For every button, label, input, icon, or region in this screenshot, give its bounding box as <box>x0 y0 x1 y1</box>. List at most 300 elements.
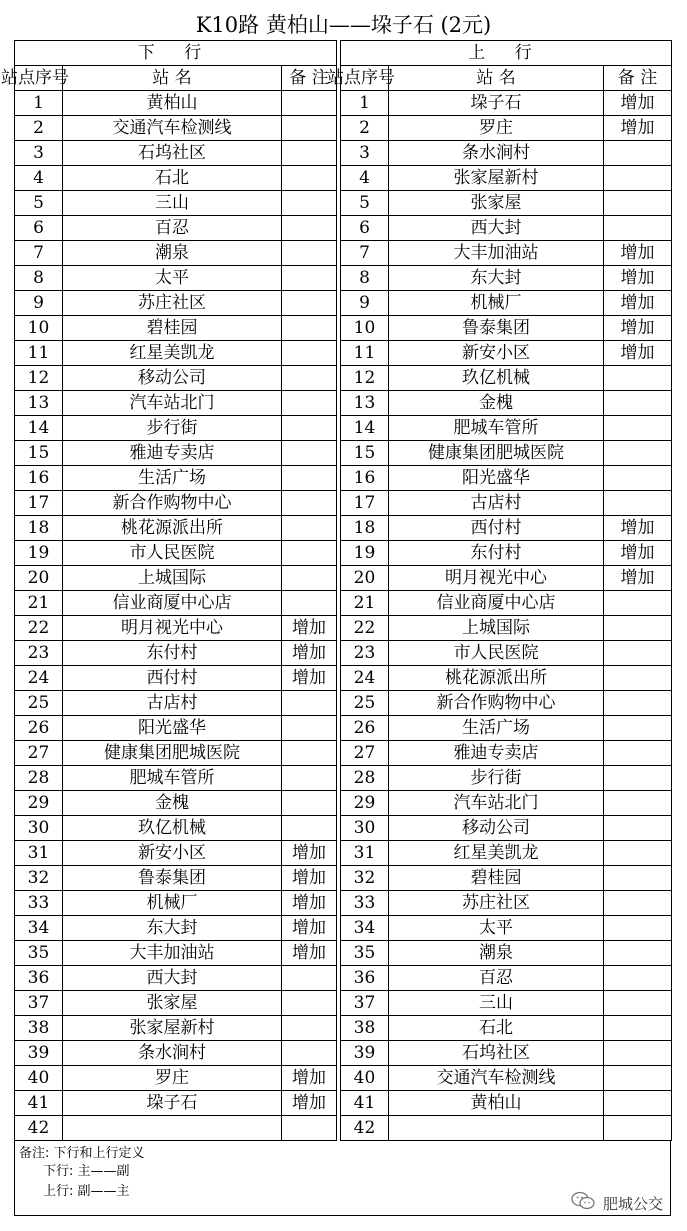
station-name: 金槐 <box>63 791 282 816</box>
station-seq: 31 <box>15 841 63 866</box>
station-seq: 10 <box>341 316 389 341</box>
station-name: 交通汽车检测线 <box>63 116 282 141</box>
station-note <box>604 216 672 241</box>
table-row <box>15 391 337 416</box>
station-seq: 16 <box>341 466 389 491</box>
table-row <box>15 991 337 1016</box>
station-note <box>282 116 337 141</box>
station-note <box>282 416 337 441</box>
table-row <box>15 216 337 241</box>
station-name: 潮泉 <box>63 241 282 266</box>
station-seq: 6 <box>15 216 63 241</box>
table-row <box>15 116 337 141</box>
station-name: 步行街 <box>389 766 604 791</box>
station-name: 上城国际 <box>389 616 604 641</box>
station-seq: 23 <box>341 641 389 666</box>
table-row <box>341 216 672 241</box>
station-name: 雅迪专卖店 <box>63 441 282 466</box>
station-name: 新合作购物中心 <box>63 491 282 516</box>
table-row <box>341 591 672 616</box>
station-note: 增加 <box>604 541 672 566</box>
station-note: 增加 <box>282 1066 337 1091</box>
station-note <box>282 291 337 316</box>
table-row <box>341 841 672 866</box>
station-note <box>282 1016 337 1041</box>
station-note <box>282 241 337 266</box>
station-name: 三山 <box>63 191 282 216</box>
remarks-line-2: 下行: 主——副 <box>43 1164 130 1179</box>
table-row <box>341 1116 672 1141</box>
station-seq: 37 <box>341 991 389 1016</box>
station-seq: 26 <box>15 716 63 741</box>
header-station-name: 站 名 <box>63 66 282 91</box>
station-note <box>282 316 337 341</box>
table-row <box>341 241 672 266</box>
station-name: 张家屋 <box>389 191 604 216</box>
station-seq: 11 <box>15 341 63 366</box>
station-note <box>604 441 672 466</box>
table-row <box>15 366 337 391</box>
station-note <box>282 366 337 391</box>
station-seq: 24 <box>15 666 63 691</box>
station-seq: 37 <box>15 991 63 1016</box>
table-row <box>15 791 337 816</box>
table-row <box>15 691 337 716</box>
table-row <box>15 641 337 666</box>
table-row <box>341 491 672 516</box>
table-row <box>15 966 337 991</box>
station-name <box>389 1116 604 1141</box>
station-name: 石坞社区 <box>63 141 282 166</box>
station-name: 西大封 <box>63 966 282 991</box>
station-seq: 38 <box>15 1016 63 1041</box>
station-seq: 40 <box>15 1066 63 1091</box>
station-seq: 21 <box>341 591 389 616</box>
station-seq: 34 <box>15 916 63 941</box>
station-name: 潮泉 <box>389 941 604 966</box>
station-name: 新安小区 <box>389 341 604 366</box>
remarks-line-1: 备注: 下行和上行定义 <box>19 1146 145 1161</box>
station-name: 石坞社区 <box>389 1041 604 1066</box>
station-name: 垜子石 <box>63 1091 282 1116</box>
station-seq: 38 <box>341 1016 389 1041</box>
station-name: 黄柏山 <box>63 91 282 116</box>
table-row <box>341 1091 672 1116</box>
table-row <box>341 341 672 366</box>
station-seq: 35 <box>15 941 63 966</box>
table-row <box>15 816 337 841</box>
table-up <box>327 40 672 1141</box>
station-note <box>604 141 672 166</box>
station-name: 明月视光中心 <box>63 616 282 641</box>
table-row <box>15 766 337 791</box>
station-note <box>282 266 337 291</box>
header-seq: 站点序号 <box>341 66 389 91</box>
table-up-body <box>341 91 672 1141</box>
table-row <box>341 991 672 1016</box>
station-note: 增加 <box>282 916 337 941</box>
station-seq: 42 <box>341 1116 389 1141</box>
station-seq: 4 <box>341 166 389 191</box>
station-seq: 33 <box>341 891 389 916</box>
station-seq: 32 <box>15 866 63 891</box>
station-seq: 4 <box>15 166 63 191</box>
table-row <box>341 366 672 391</box>
station-name: 市人民医院 <box>389 641 604 666</box>
station-note <box>282 791 337 816</box>
watermark <box>571 1191 663 1215</box>
station-seq: 19 <box>15 541 63 566</box>
station-name: 古店村 <box>63 691 282 716</box>
station-seq: 34 <box>341 916 389 941</box>
table-row <box>341 516 672 541</box>
wechat-icon <box>571 1191 595 1215</box>
table-row <box>15 741 337 766</box>
header-note: 备 注 <box>282 66 337 91</box>
station-note <box>282 541 337 566</box>
station-note <box>282 1041 337 1066</box>
table-row <box>341 741 672 766</box>
station-name: 肥城车管所 <box>389 416 604 441</box>
table-row <box>341 866 672 891</box>
station-note <box>282 191 337 216</box>
table-row <box>341 616 672 641</box>
station-note <box>604 816 672 841</box>
station-name: 金槐 <box>389 391 604 416</box>
station-note <box>282 516 337 541</box>
station-name: 步行街 <box>63 416 282 441</box>
station-name: 生活广场 <box>63 466 282 491</box>
table-row <box>15 1016 337 1041</box>
station-note <box>604 691 672 716</box>
station-name: 上城国际 <box>63 566 282 591</box>
station-note: 增加 <box>604 266 672 291</box>
station-note <box>604 866 672 891</box>
table-row <box>341 441 672 466</box>
station-seq: 35 <box>341 941 389 966</box>
table-row <box>341 466 672 491</box>
station-note <box>604 191 672 216</box>
table-row <box>15 866 337 891</box>
station-note <box>282 716 337 741</box>
station-name: 市人民医院 <box>63 541 282 566</box>
station-name: 玖亿机械 <box>389 366 604 391</box>
table-row <box>341 566 672 591</box>
station-seq: 39 <box>341 1041 389 1066</box>
station-note <box>604 941 672 966</box>
station-seq: 3 <box>15 141 63 166</box>
station-name: 太平 <box>63 266 282 291</box>
station-seq: 9 <box>15 291 63 316</box>
station-name: 石北 <box>63 166 282 191</box>
station-note <box>282 991 337 1016</box>
station-seq: 28 <box>341 766 389 791</box>
station-seq: 32 <box>341 866 389 891</box>
table-row <box>15 91 337 116</box>
station-note <box>604 991 672 1016</box>
station-name: 太平 <box>389 916 604 941</box>
station-note <box>604 766 672 791</box>
station-note: 增加 <box>604 241 672 266</box>
station-note <box>604 891 672 916</box>
station-note <box>604 666 672 691</box>
table-row <box>341 766 672 791</box>
station-note: 增加 <box>282 666 337 691</box>
table-row <box>341 791 672 816</box>
station-note <box>282 591 337 616</box>
station-seq: 3 <box>341 141 389 166</box>
station-note <box>282 566 337 591</box>
table-row <box>15 291 337 316</box>
station-note <box>604 1091 672 1116</box>
station-seq: 1 <box>341 91 389 116</box>
station-name: 新合作购物中心 <box>389 691 604 716</box>
station-name: 鲁泰集团 <box>389 316 604 341</box>
station-note: 增加 <box>282 1091 337 1116</box>
station-note <box>282 141 337 166</box>
station-note <box>604 966 672 991</box>
table-row <box>341 691 672 716</box>
header-station-name: 站 名 <box>389 66 604 91</box>
station-name: 汽车站北门 <box>389 791 604 816</box>
station-note <box>604 791 672 816</box>
station-note: 增加 <box>604 566 672 591</box>
station-name: 机械厂 <box>389 291 604 316</box>
station-seq: 21 <box>15 591 63 616</box>
station-note <box>282 216 337 241</box>
table-row <box>15 941 337 966</box>
table-row <box>341 416 672 441</box>
table-row <box>341 1041 672 1066</box>
station-seq: 15 <box>15 441 63 466</box>
table-row <box>341 916 672 941</box>
table-row <box>341 166 672 191</box>
station-seq: 12 <box>15 366 63 391</box>
station-seq: 7 <box>15 241 63 266</box>
station-name: 生活广场 <box>389 716 604 741</box>
station-name: 百忍 <box>63 216 282 241</box>
table-row <box>15 1091 337 1116</box>
station-seq: 30 <box>341 816 389 841</box>
station-seq: 23 <box>15 641 63 666</box>
station-name: 鲁泰集团 <box>63 866 282 891</box>
station-name <box>63 1116 282 1141</box>
station-note <box>282 766 337 791</box>
table-row <box>15 1066 337 1091</box>
station-seq: 25 <box>15 691 63 716</box>
station-name: 东大封 <box>63 916 282 941</box>
station-seq: 14 <box>341 416 389 441</box>
table-row <box>341 541 672 566</box>
station-seq: 17 <box>15 491 63 516</box>
station-seq: 28 <box>15 766 63 791</box>
station-name: 大丰加油站 <box>389 241 604 266</box>
station-seq: 42 <box>15 1116 63 1141</box>
station-note <box>604 741 672 766</box>
watermark-text: 肥城公交 <box>602 1194 663 1213</box>
table-row <box>15 891 337 916</box>
station-name: 雅迪专卖店 <box>389 741 604 766</box>
station-note <box>604 1041 672 1066</box>
station-seq: 41 <box>341 1091 389 1116</box>
station-name: 垜子石 <box>389 91 604 116</box>
table-row <box>15 191 337 216</box>
station-seq: 17 <box>341 491 389 516</box>
station-name: 碧桂园 <box>389 866 604 891</box>
table-row <box>15 266 337 291</box>
station-seq: 20 <box>15 566 63 591</box>
table-row <box>341 116 672 141</box>
remarks-line-3: 上行: 副——主 <box>43 1184 130 1199</box>
station-note <box>604 1016 672 1041</box>
station-name: 三山 <box>389 991 604 1016</box>
station-seq: 24 <box>341 666 389 691</box>
station-note: 增加 <box>604 291 672 316</box>
station-name: 大丰加油站 <box>63 941 282 966</box>
station-note <box>604 366 672 391</box>
station-note <box>604 1116 672 1141</box>
station-name: 张家屋 <box>63 991 282 1016</box>
station-seq: 16 <box>15 466 63 491</box>
station-seq: 20 <box>341 566 389 591</box>
station-name: 信业商厦中心店 <box>389 591 604 616</box>
station-seq: 40 <box>341 1066 389 1091</box>
station-name: 东付村 <box>389 541 604 566</box>
table-row <box>15 416 337 441</box>
table-row <box>15 566 337 591</box>
station-note <box>604 491 672 516</box>
station-note <box>604 466 672 491</box>
station-name: 移动公司 <box>389 816 604 841</box>
station-name: 红星美凯龙 <box>63 341 282 366</box>
station-name: 红星美凯龙 <box>389 841 604 866</box>
station-seq: 22 <box>15 616 63 641</box>
station-seq: 12 <box>341 366 389 391</box>
station-name: 东付村 <box>63 641 282 666</box>
station-note <box>282 816 337 841</box>
station-name: 条水涧村 <box>63 1041 282 1066</box>
table-row <box>15 491 337 516</box>
station-seq: 31 <box>341 841 389 866</box>
station-seq: 22 <box>341 616 389 641</box>
table-row <box>341 716 672 741</box>
page-title: K10路 黄柏山——垜子石 (2元) <box>195 13 492 37</box>
station-seq: 18 <box>341 516 389 541</box>
station-name: 罗庄 <box>63 1066 282 1091</box>
station-seq: 30 <box>15 816 63 841</box>
station-name: 交通汽车检测线 <box>389 1066 604 1091</box>
station-note <box>604 641 672 666</box>
table-row <box>15 316 337 341</box>
station-seq: 10 <box>15 316 63 341</box>
table-row <box>341 291 672 316</box>
station-note <box>282 391 337 416</box>
station-note <box>282 741 337 766</box>
table-row <box>15 241 337 266</box>
station-note <box>604 391 672 416</box>
station-seq: 6 <box>341 216 389 241</box>
table-row <box>15 916 337 941</box>
station-note <box>282 1116 337 1141</box>
table-row <box>15 716 337 741</box>
station-note <box>282 341 337 366</box>
station-note <box>282 691 337 716</box>
station-note: 增加 <box>282 891 337 916</box>
station-seq: 27 <box>15 741 63 766</box>
station-seq: 1 <box>15 91 63 116</box>
station-note <box>604 1066 672 1091</box>
station-seq: 39 <box>15 1041 63 1066</box>
station-name: 苏庄社区 <box>63 291 282 316</box>
table-row <box>15 616 337 641</box>
station-name: 明月视光中心 <box>389 566 604 591</box>
table-row <box>15 141 337 166</box>
station-seq: 11 <box>341 341 389 366</box>
station-name: 张家屋新村 <box>63 1016 282 1041</box>
station-name: 东大封 <box>389 266 604 291</box>
station-note <box>282 466 337 491</box>
station-name: 百忍 <box>389 966 604 991</box>
station-note: 增加 <box>282 616 337 641</box>
station-seq: 13 <box>15 391 63 416</box>
direction-down-label: 下 行 <box>15 41 337 66</box>
station-seq: 8 <box>15 266 63 291</box>
station-name: 石北 <box>389 1016 604 1041</box>
table-row <box>341 1016 672 1041</box>
station-seq: 36 <box>15 966 63 991</box>
table-row <box>341 816 672 841</box>
station-seq: 25 <box>341 691 389 716</box>
table-row <box>15 591 337 616</box>
station-note: 增加 <box>282 641 337 666</box>
station-name: 碧桂园 <box>63 316 282 341</box>
station-name: 古店村 <box>389 491 604 516</box>
table-down-body <box>15 91 337 1141</box>
station-note <box>282 166 337 191</box>
table-row <box>15 516 337 541</box>
station-note <box>604 616 672 641</box>
station-name: 黄柏山 <box>389 1091 604 1116</box>
table-row <box>15 166 337 191</box>
station-name: 西付村 <box>389 516 604 541</box>
table-row <box>341 941 672 966</box>
station-name: 信业商厦中心店 <box>63 591 282 616</box>
station-note: 增加 <box>604 116 672 141</box>
station-name: 肥城车管所 <box>63 766 282 791</box>
station-note: 增加 <box>282 841 337 866</box>
station-note <box>604 716 672 741</box>
station-seq: 29 <box>341 791 389 816</box>
station-name: 阳光盛华 <box>389 466 604 491</box>
station-note <box>282 491 337 516</box>
table-row <box>341 1066 672 1091</box>
station-name: 张家屋新村 <box>389 166 604 191</box>
station-seq: 8 <box>341 266 389 291</box>
table-row <box>15 1041 337 1066</box>
station-seq: 33 <box>15 891 63 916</box>
station-note: 增加 <box>282 866 337 891</box>
station-note: 增加 <box>282 941 337 966</box>
station-seq: 19 <box>341 541 389 566</box>
station-name: 健康集团肥城医院 <box>63 741 282 766</box>
table-row <box>341 266 672 291</box>
table-row <box>15 341 337 366</box>
station-seq: 29 <box>15 791 63 816</box>
table-down <box>1 40 337 1141</box>
station-name: 健康集团肥城医院 <box>389 441 604 466</box>
station-seq: 5 <box>15 191 63 216</box>
direction-up-label: 上 行 <box>341 41 672 66</box>
